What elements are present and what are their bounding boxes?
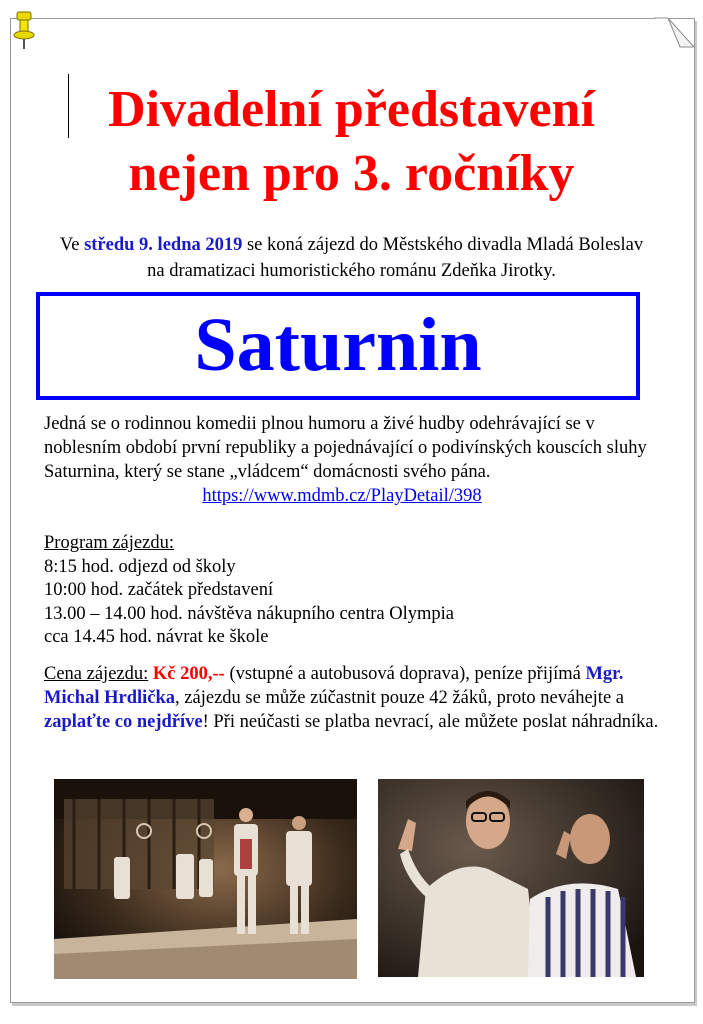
program-section xyxy=(44,532,664,650)
actors-photo xyxy=(378,779,644,977)
title-line-1: Divadelní představení xyxy=(108,81,595,138)
folded-corner-icon xyxy=(654,17,694,51)
intro-text-end: se koná zájezd do Městského divadla Mladá Boleslav na dramatizaci humoristického románu Zdeňka Jirotky. xyxy=(147,235,644,281)
contact-person: Mgr. Michal Hrdlička xyxy=(44,664,624,708)
title-line-2: nejen pro 3. ročníky xyxy=(128,145,575,202)
program-item: cca 14.45 hod. návrat ke škole xyxy=(44,627,269,648)
price-text-2: , zájezdu se může zúčastnit pouze 42 žáků, proto neváhejte a xyxy=(175,687,624,708)
price-paragraph xyxy=(44,663,659,734)
description-text: Jedná se o rodinnou komedii plnou humoru a živé hudby odehrávající se v noblesním období první republiky a pojednávající o podivínských kouscích sluhy Saturnina, který se stane „vládcem“ domácnosti svého pána. xyxy=(44,414,647,482)
price-text-1: (vstupné a autobusová doprava), peníze přijímá xyxy=(224,664,586,684)
program-item: 8:15 hod. odjezd od školy xyxy=(44,556,236,577)
payment-emphasis: zaplaťte co nejdříve xyxy=(44,711,203,732)
pushpin-icon xyxy=(11,10,37,50)
price-amount: Kč 200,-- xyxy=(152,664,225,684)
program-item: 10:00 hod. začátek představení xyxy=(44,580,274,601)
program-heading: Program zájezdu: xyxy=(44,533,174,553)
program-item: 13.00 – 14.00 hod. návštěva nákupního centra Olympia xyxy=(44,603,454,624)
price-text-3: ! Při neúčasti se platba nevrací, ale můžete poslat náhradníka. xyxy=(202,711,659,732)
price-label: Cena zájezdu: xyxy=(44,664,149,684)
stage-photo xyxy=(54,779,357,979)
document-title xyxy=(0,78,703,206)
play-title: Saturnin xyxy=(194,303,482,387)
event-date: středu 9. ledna 2019 xyxy=(84,235,243,255)
intro-text-start: Ve xyxy=(59,235,85,255)
intro-paragraph xyxy=(50,232,653,284)
play-detail-link[interactable]: https://www.mdmb.cz/PlayDetail/398 xyxy=(202,486,482,506)
play-description xyxy=(44,412,664,508)
